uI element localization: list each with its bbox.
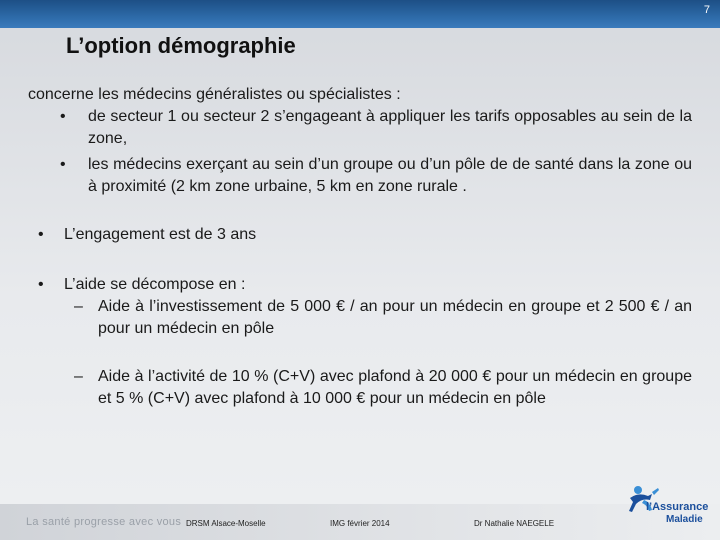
bullet-text: L’engagement est de 3 ans xyxy=(64,226,257,243)
bullet-text: L’aide se décompose en : xyxy=(64,276,246,293)
list-item: • les médecins exerçant au sein d’un groupe ou d’un pôle de de santé dans la zone ou à proximité (2 km zone urbaine, 5 km en zone rurale . xyxy=(88,154,692,198)
list-item: • de secteur 1 ou secteur 2 s’engageant à appliquer les tarifs opposables au sein de la zone, xyxy=(88,106,692,150)
logo-text-assurance: l’Assurance xyxy=(646,501,709,513)
footer-date: IMG février 2014 xyxy=(330,519,390,528)
aid-breakdown-list xyxy=(64,296,692,410)
intro-text: concerne les médecins généralistes ou spécialistes : xyxy=(28,86,401,103)
slide-title: L’option démographie xyxy=(66,33,296,58)
header-bar xyxy=(0,0,720,28)
bullet-engagement xyxy=(64,224,692,246)
list-item: – Aide à l’activité de 10 % (C+V) avec plafond à 20 000 € pour un médecin en groupe et 5 % (C+V) avec plafond à 10 000 € pour un médecin en pôle xyxy=(98,366,692,410)
main-bullets xyxy=(28,224,692,410)
footer-author: Dr Nathalie NAEGELE xyxy=(474,519,555,528)
eligibility-list xyxy=(28,106,692,198)
slide-number: 7 xyxy=(703,4,710,16)
list-item: – Aide à l’investissement de 5 000 € / an pour un médecin en groupe et 2 500 € / an pour un médecin en pôle xyxy=(98,296,692,340)
slide-content xyxy=(28,84,692,410)
footer-slogan: La santé progresse avec vous xyxy=(26,516,182,528)
bullet-aid xyxy=(64,274,692,410)
footer-organization: DRSM Alsace-Moselle xyxy=(186,519,266,528)
footer-bar xyxy=(0,504,720,540)
assurance-maladie-logo xyxy=(626,484,716,534)
logo-text-maladie: Maladie xyxy=(666,514,703,525)
